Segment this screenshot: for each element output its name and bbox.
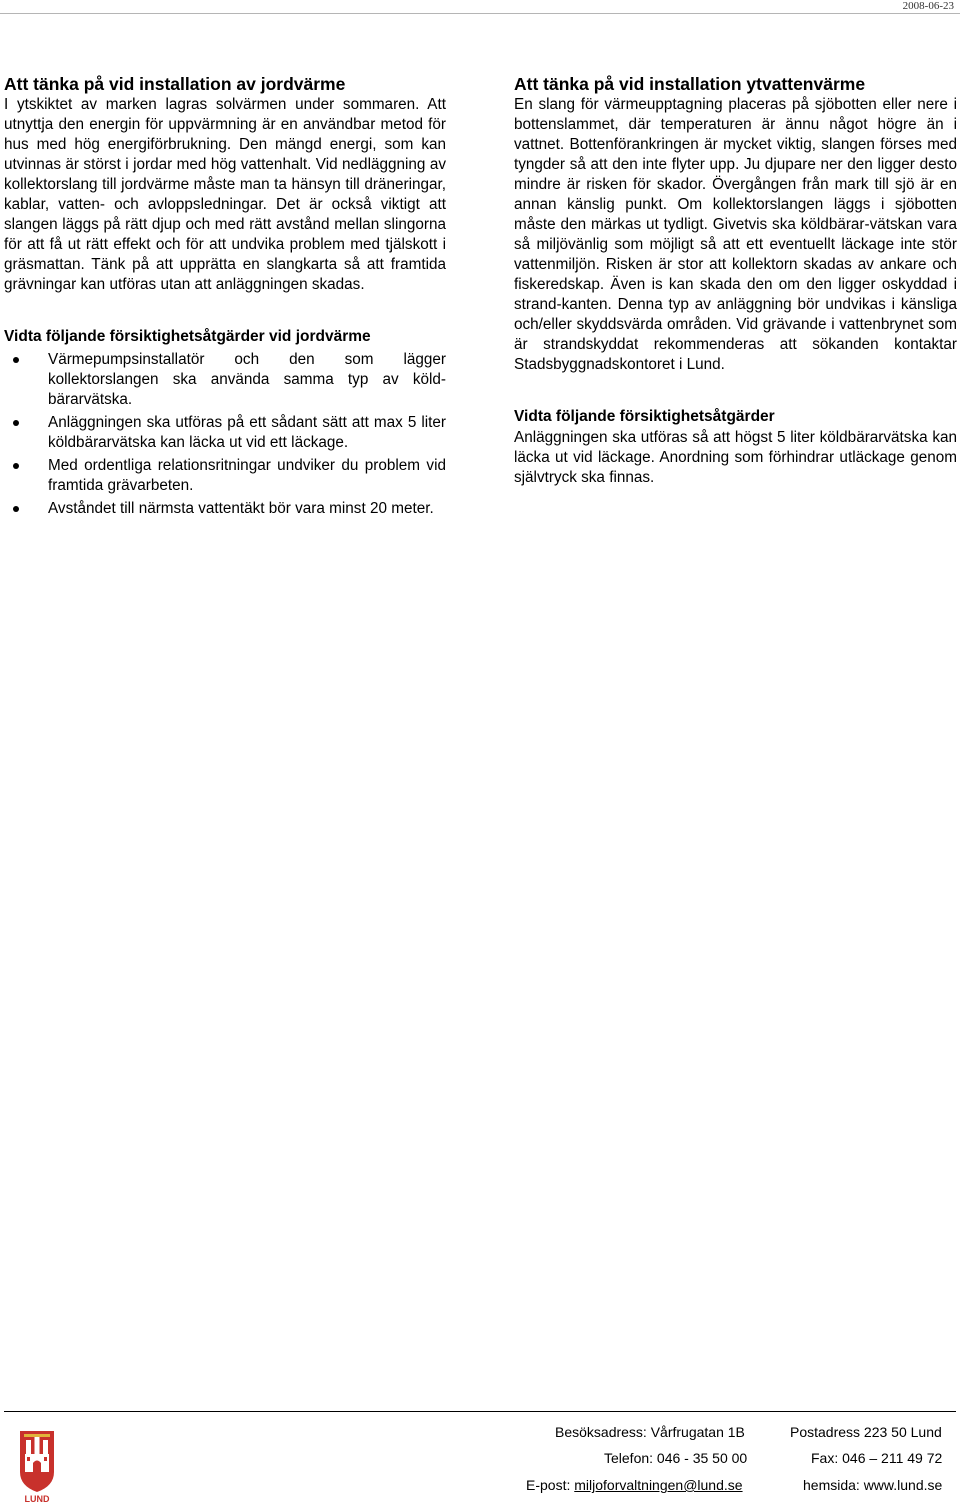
document-date: 2008-06-23 [902,0,954,12]
postal-address: Postadress 223 50 Lund [790,1424,942,1440]
fax-number: Fax: 046 – 211 49 72 [811,1450,943,1466]
right-paragraph: En slang för värmeupptagning placeras på sjöbotten eller nere i bottenslammet, där temperaturen är ännu något högre än i vattnet. Bottenförankringen är mycket viktig, slangen förses med tyngder så att den inte flyter upp. Ju djupare ner den ligger desto mindre är risken för skador. Övergången från mark till sjö är en annan känslig punkt. Om kollektorslangen läggs i sjöbotten måste den märkas ut tydligt. Givetvis ska köldbärar-vätskan vara så miljövänlig som möjligt så att ett eventuellt läckage inte stör vattenmiljön. Risken är stor att kollektorn skadas av ankare och fiskeredskap. Även is kan skada den om den ligger oskyddad i strand-kanten. Denna typ av anläggning bör undvikas i känsliga och/eller skyddsvärda områden. Vid grävande i vattenbrynet som är strandskyddat rekommenderas att sökanden kontaktar Stadsbyggnadskontoret i Lund. [514,96,957,373]
left-paragraph: I ytskiktet av marken lagras solvärmen under sommaren. Att utnyttja den energin för uppvärmning är en användbar metod för hus med hög energiförbrukning. Den mängd energi, som kan utvinnas är störst i jordar med hög vattenhalt. Vid nedläggning av kollektorslang till jordvärme måste man ta hänsyn till dräneringar, kablar, vatten- och avloppsledningar. Det är också viktigt att slangen läggs på rätt djup och med rätt avstånd mellan slingorna för att få ut rätt effekt och för att undvika problem med tjälskott i gräsmattan. Tänk på att upprätta en slangkarta så att framtida grävningar kan utföras utan att anläggningen skadas. [4,96,446,293]
list-item-text: Värmepumpsinstallatör och den som lägger kollektorslangen ska använda samma typ av köld-bärarvätska. [48,351,446,408]
precaution-list [4,350,446,519]
right-subheading: Vidta följande försiktighetsåtgärder [514,408,775,425]
phone-number: Telefon: 046 - 35 50 00 [604,1450,748,1466]
website-link[interactable]: hemsida: www.lund.se [803,1477,943,1493]
bullet-icon [13,357,19,363]
left-subheading: Vidta följande försiktighetsåtgärder vid jordvärme [4,328,371,345]
right-column [514,73,957,488]
footer-divider [4,1411,956,1412]
visit-address: Besöksadress: Vårfrugatan 1B [555,1424,745,1440]
bullet-icon [13,420,19,426]
list-item [4,350,446,410]
list-item-text: Med ordentliga relationsritningar undviker du problem vid framtida grävarbeten. [48,457,446,494]
lund-crest-logo [17,1428,57,1504]
list-item [4,456,446,496]
list-item [4,499,446,519]
right-paragraph-2: Anläggningen ska utföras så att högst 5 liter köldbärarvätska kan läcka ut vid läckage. Anordning som förhindrar utläckage genom självtryck ska finnas. [514,429,957,486]
email-label: E-post: [526,1477,575,1493]
bullet-icon [13,506,19,512]
left-column [4,73,446,522]
left-heading: Att tänka på vid installation av jordvärme [4,74,346,94]
bullet-icon [13,463,19,469]
list-item-text: Anläggningen ska utföras på ett sådant sätt att max 5 liter köldbärarvätska kan läcka ut vid ett läckage. [48,414,446,451]
email-line [526,1476,743,1494]
right-heading: Att tänka på vid installation ytvattenvärme [514,74,866,94]
list-item-text: Avståndet till närmsta vattentäkt bör vara minst 20 meter. [48,500,434,517]
logo-text: LUND [24,1494,50,1504]
list-item [4,413,446,453]
top-divider [0,13,960,14]
email-link[interactable]: miljoforvaltningen@lund.se [574,1477,743,1493]
